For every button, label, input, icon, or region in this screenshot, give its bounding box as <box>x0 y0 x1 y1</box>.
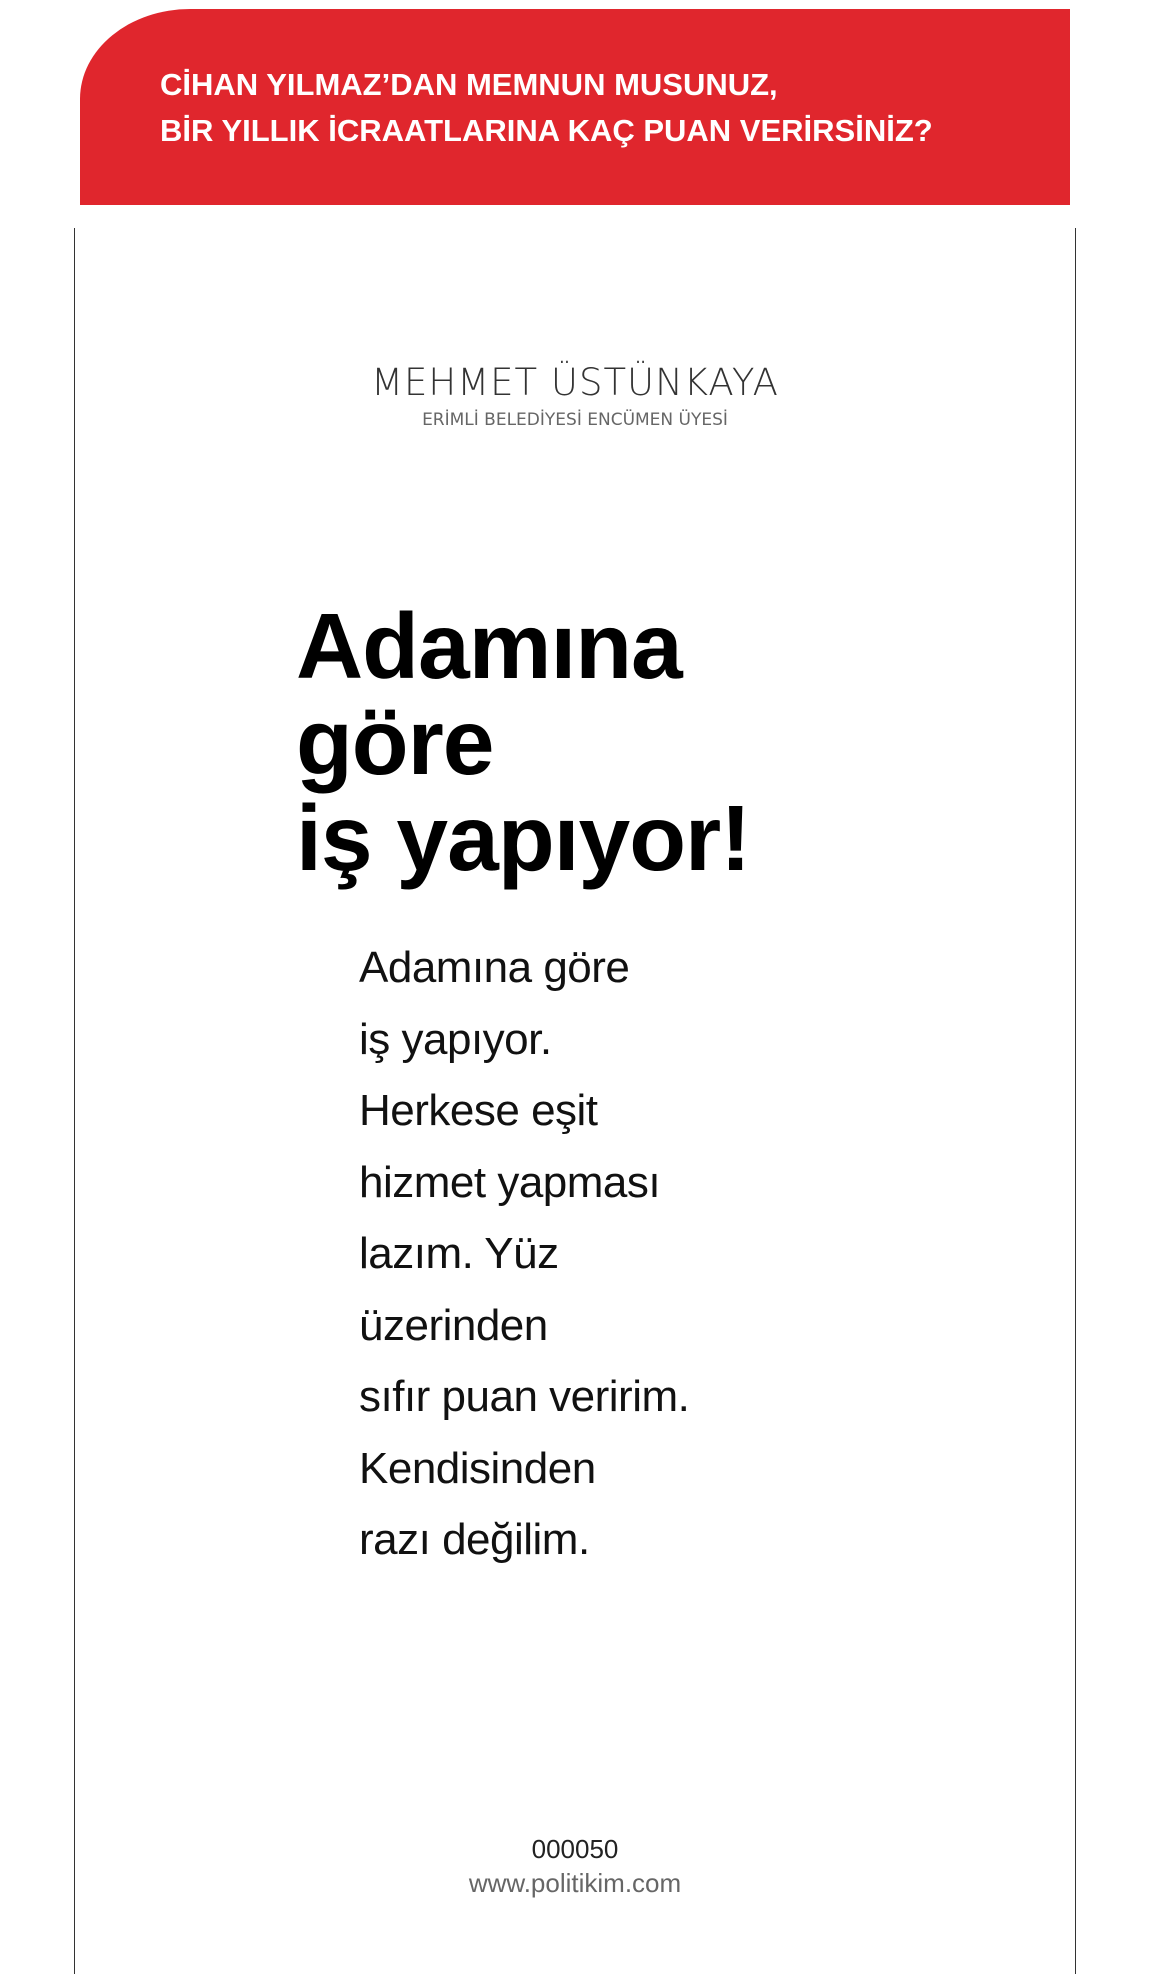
quote-line: üzerinden <box>359 1300 548 1350</box>
headline-line: Adamına <box>296 594 682 698</box>
quote-line: Kendisinden <box>359 1443 596 1493</box>
person-name: MEHMET ÜSTÜNKAYA <box>371 361 779 404</box>
footer <box>0 1832 1150 1900</box>
quote-line: sıfır puan veririm. <box>359 1372 690 1421</box>
banner-line: CİHAN YILMAZ’DAN MEMNUN MUSUNUZ, <box>160 67 778 102</box>
headline-line: iş yapıyor! <box>296 786 751 890</box>
question-banner <box>80 9 1070 205</box>
quote-line: razı değilim. <box>359 1515 590 1564</box>
quote-line: lazım. Yüz <box>359 1229 559 1278</box>
quote-line: Herkese eşit <box>359 1086 598 1135</box>
person-role: ERİMLİ BELEDİYESİ ENCÜMEN ÜYESİ <box>422 410 728 430</box>
left-border-line <box>74 228 75 1974</box>
banner-line: BİR YILLIK İCRAATLARINA KAÇ PUAN VERİRSİNİZ? <box>160 113 933 148</box>
quote-line: Adamına göre <box>359 943 630 992</box>
quote-line: iş yapıyor. <box>359 1014 552 1064</box>
page-code: 000050 <box>531 1834 619 1864</box>
quote-line: hizmet yapması <box>359 1157 661 1207</box>
quote-text <box>359 932 689 1576</box>
person-block <box>0 360 1150 432</box>
website-url: www.politikim.com <box>468 1868 682 1898</box>
headline <box>296 594 751 890</box>
headline-line: göre <box>296 690 494 794</box>
right-border-line <box>1075 228 1076 1974</box>
